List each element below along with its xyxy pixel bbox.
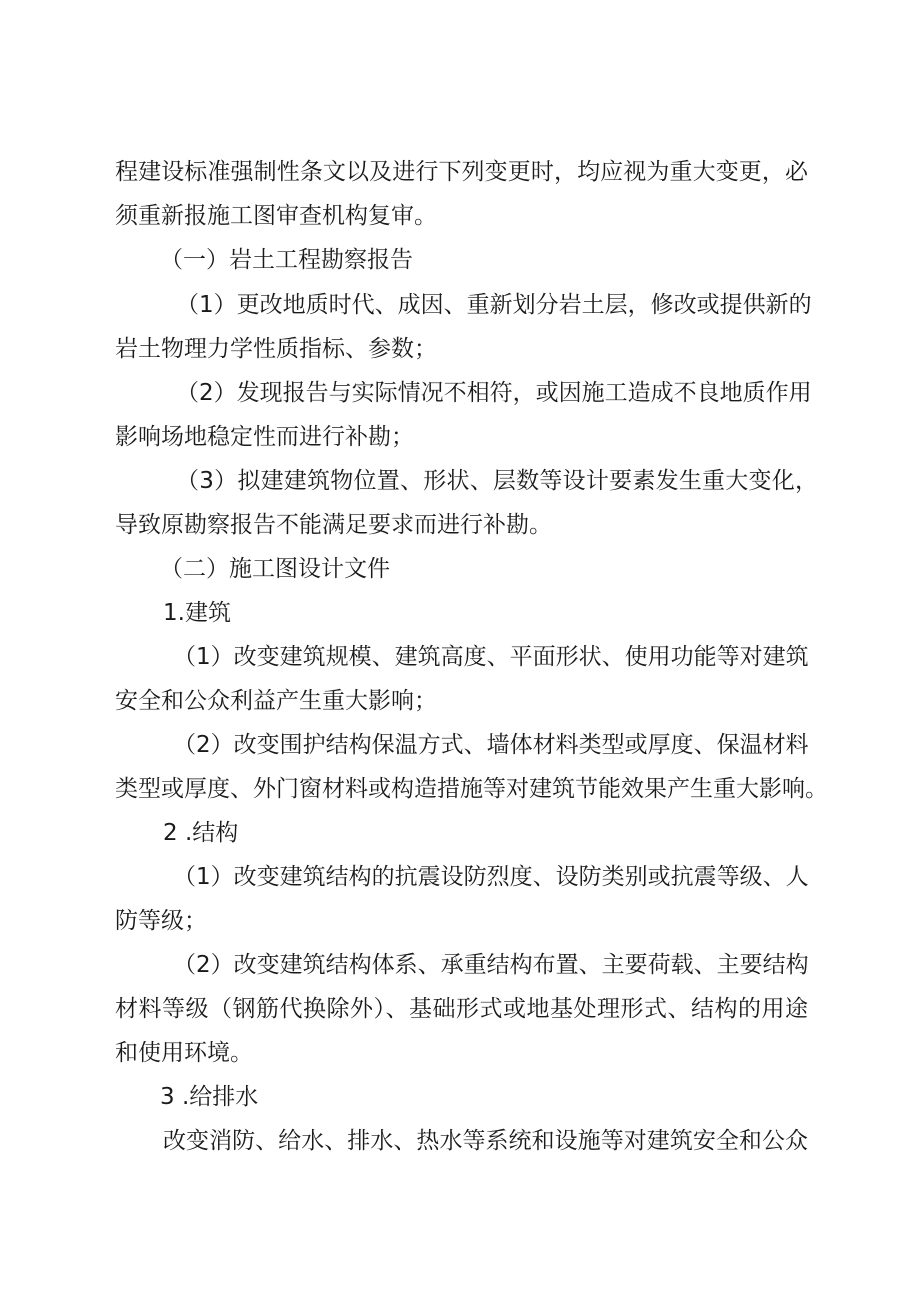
subsection-heading: 3 .给排水 bbox=[160, 1084, 259, 1110]
body-line: 材料等级（钢筋代换除外）、基础形式或地基处理形式、结构的用途 bbox=[115, 996, 808, 1022]
body-line: 改变消防、给水、排水、热水等系统和设施等对建筑安全和公众 bbox=[163, 1128, 808, 1154]
body-line: （1）更改地质时代、成因、重新划分岩土层，修改或提供新的 bbox=[176, 292, 812, 318]
subsection-heading: 1.建筑 bbox=[163, 600, 231, 626]
subsection-heading: 2 .结构 bbox=[163, 820, 239, 846]
section-heading: （二）施工图设计文件 bbox=[160, 556, 390, 582]
body-line: （2）改变围护结构保温方式、墙体材料类型或厚度、保温材料 bbox=[173, 732, 809, 758]
body-line: 防等级； bbox=[115, 908, 207, 934]
body-line: 导致原勘察报告不能满足要求而进行补勘。 bbox=[115, 512, 552, 538]
body-line: 影响场地稳定性而进行补勘； bbox=[115, 424, 414, 450]
body-line: 程建设标准强制性条文以及进行下列变更时，均应视为重大变更，必 bbox=[115, 159, 808, 185]
body-line: （3）拟建建筑物位置、形状、层数等设计要素发生重大变化， bbox=[176, 468, 818, 494]
body-line: （2）改变建筑结构体系、承重结构布置、主要荷载、主要结构 bbox=[173, 952, 809, 978]
body-line: 岩土物理力学性质指标、参数； bbox=[115, 336, 437, 362]
body-line: 安全和公众利益产生重大影响； bbox=[115, 688, 437, 714]
body-line: 类型或厚度、外门窗材料或构造措施等对建筑节能效果产生重大影响。 bbox=[115, 776, 828, 802]
body-line: （1）改变建筑结构的抗震设防烈度、设防类别或抗震等级、人 bbox=[173, 864, 809, 890]
body-line: （2）发现报告与实际情况不相符，或因施工造成不良地质作用 bbox=[176, 380, 812, 406]
body-line: 和使用环境。 bbox=[115, 1040, 253, 1066]
body-line: 须重新报施工图审查机构复审。 bbox=[115, 203, 437, 229]
body-line: （1）改变建筑规模、建筑高度、平面形状、使用功能等对建筑 bbox=[173, 644, 809, 670]
section-heading: （一）岩土工程勘察报告 bbox=[160, 247, 413, 273]
